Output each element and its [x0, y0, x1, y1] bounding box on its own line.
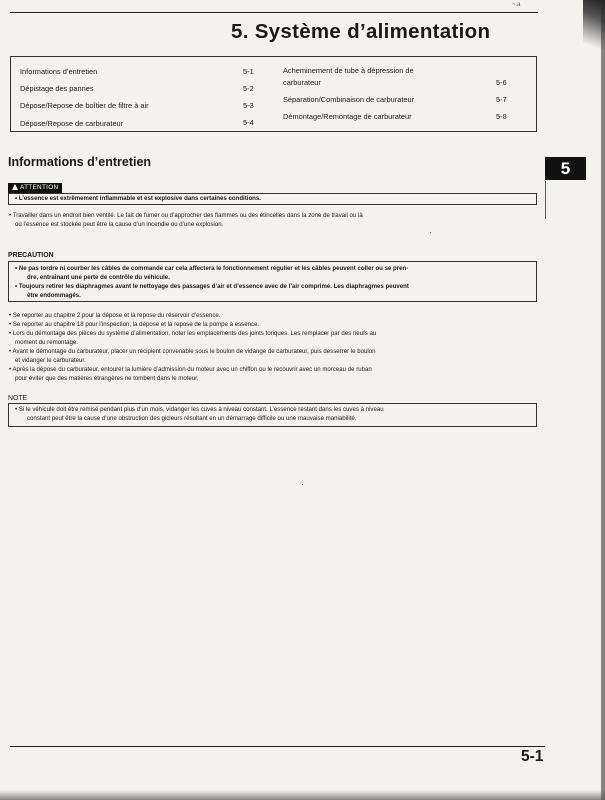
toc-page: 5-8 — [496, 112, 507, 121]
attention-bullet-cont: où l’essence est stockée peut être la cause d’un incendie ou d’une explosion. — [15, 221, 224, 228]
precaution-label: PRECAUTION — [8, 252, 54, 259]
service-note-cont: et vidanger le carburateur. — [15, 357, 86, 364]
toc-page: 5-6 — [496, 78, 507, 87]
toc-item-filtre-air: Dépose/Repose de boîtier de filtre à air — [20, 101, 149, 110]
precaution-line: • Ne pas tordre ni courber les câbles de commande car cela affectera le fonctionnement régulier et les câbles peuvent coller ou se pren- — [15, 265, 409, 272]
chapter-tab: 5 — [545, 157, 586, 180]
service-note: • Se reporter au chapitre 18 pour l’inspection, la dépose et la repose de la pompe à essence. — [9, 321, 260, 328]
toc-page: 5-7 — [496, 95, 507, 104]
toc-page: 5-3 — [243, 101, 254, 110]
toc-page: 5-4 — [243, 118, 254, 127]
service-note-cont: moment du remontage. — [15, 339, 79, 346]
attention-bullet: • Travailler dans un endroit bien ventilé. Le fait de fumer ou d’approcher des flammes ou des étincelles dans la zone de travail ou là — [9, 212, 363, 219]
toc-item-tube-depression-cont: carburateur — [283, 78, 321, 87]
toc-page: 5-2 — [243, 84, 254, 93]
scan-bottom-shadow — [0, 790, 605, 800]
service-note: • Lors du démontage des pièces du système d’alimentation, noter les emplacements des joints toriques. Les remplacer par des neufs au — [9, 330, 377, 337]
corner-mark: ~.a — [512, 2, 521, 8]
toc-page: 5-1 — [243, 67, 254, 76]
toc-item-tube-depression: Acheminement de tube à dépression de — [283, 66, 414, 75]
note-line: • Si le véhicule doit être remisé pendant plus d’un mois, vidanger les cuves à niveau constant. L’essence restant dans les cuves à niveau — [15, 406, 384, 413]
service-note: • Se reporter au chapitre 2 pour la dépose et la repose du réservoir d’essence. — [9, 312, 221, 319]
attention-badge — [8, 183, 62, 193]
toc-item-separation: Séparation/Combinaison de carburateur — [283, 95, 415, 104]
precaution-line: être endommagés. — [27, 292, 81, 299]
toc-item-demontage: Démontage/Remontage de carburateur — [283, 112, 412, 121]
section-heading: Informations d’entretien — [8, 155, 152, 169]
tab-rule — [545, 181, 546, 219]
scan-speck — [430, 232, 431, 233]
scan-edge-shadow — [601, 0, 605, 800]
top-rule — [10, 12, 538, 13]
toc-item-carburateur: Dépose/Repose de carburateur — [20, 119, 124, 128]
service-note: • Après la dépose du carburateur, entourer la lumière d’admission du moteur avec un chiffon ou le recouvrir avec un morceau de ruban — [9, 366, 372, 373]
attention-warning: • L’essence est extrêmement inflammable et est explosive dans certaines conditions. — [15, 195, 261, 202]
precaution-line: • Toujours retirer les diaphragmes avant le nettoyage des passages d’air et d’essence avec de l’air comprimé. Les diaphragmes peuvent — [15, 283, 409, 290]
attention-label: ATTENTION — [20, 184, 59, 191]
precaution-line: dre, entraînant une perte de contrôle du véhicule. — [27, 274, 170, 281]
bottom-rule — [10, 746, 545, 747]
service-note-cont: pour éviter que des matières étrangères ne tombent dans le moteur. — [15, 375, 199, 382]
toc-item-informations: Informations d’entretien — [20, 67, 98, 76]
chapter-title: 5. Système d’alimentation — [231, 20, 491, 43]
toc-item-depistage: Dépistage des pannes — [20, 84, 94, 93]
scan-speck — [302, 484, 303, 485]
note-label: NOTE — [8, 395, 28, 402]
note-line: constant peut être la cause d’une obstruction des gicleurs résultant en un démarrage difficile ou une mauvaise maniabilité. — [27, 415, 357, 422]
service-note: • Avant le démontage du carburateur, placer un récipient convenable sous le boulon de vidange de carburateur, puis desserrer le boulon — [9, 348, 376, 355]
page-number: 5-1 — [521, 748, 544, 765]
warning-icon — [12, 184, 18, 190]
